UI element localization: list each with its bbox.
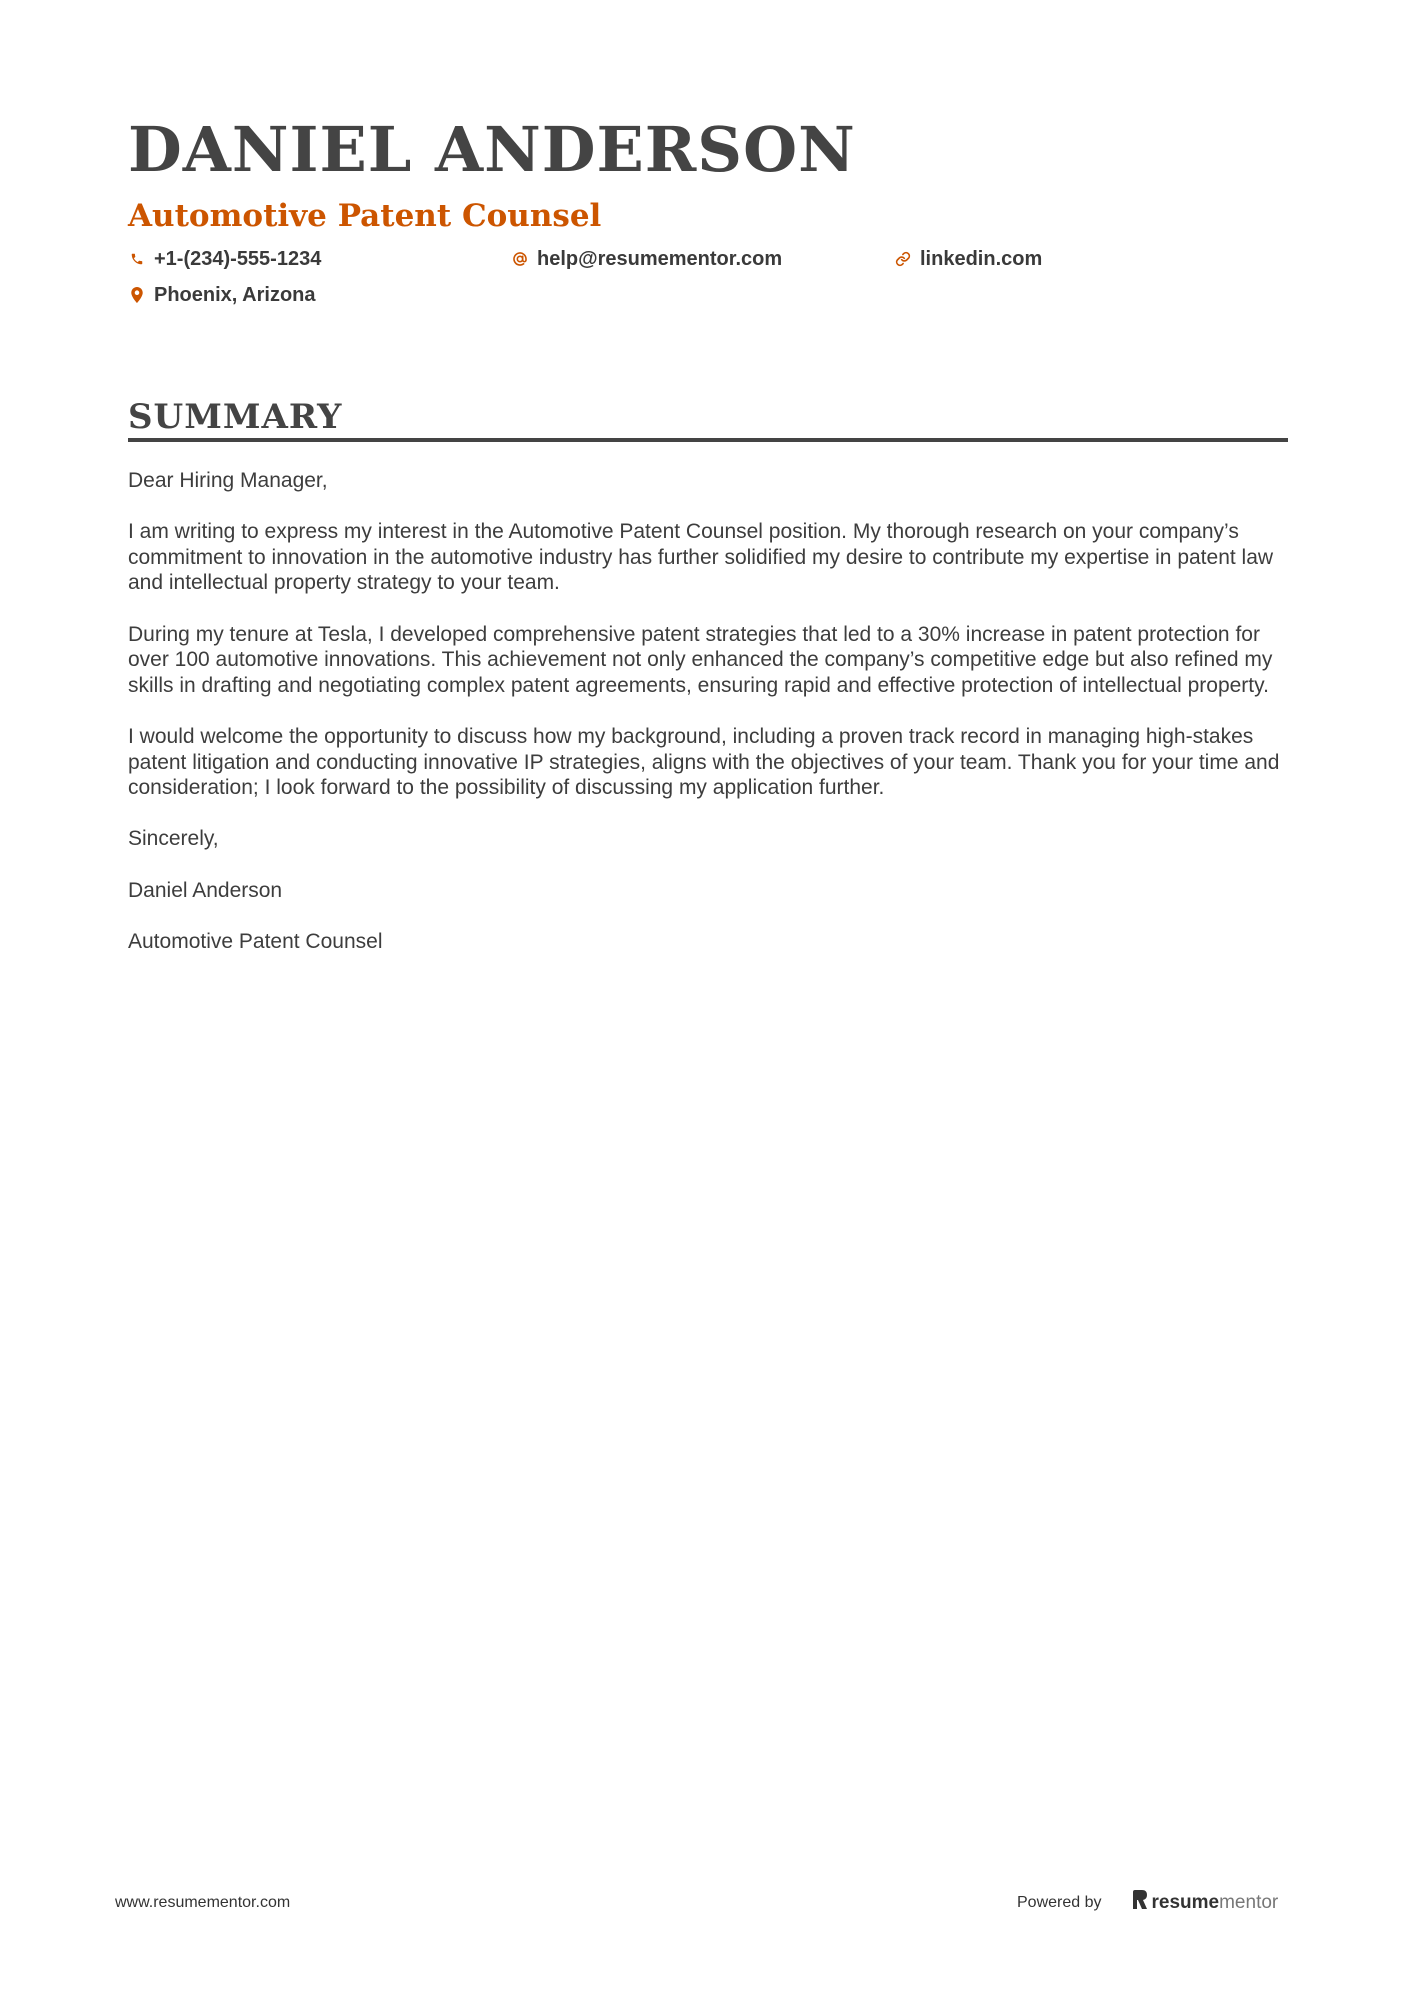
contact-email[interactable]	[511, 246, 782, 272]
phone-text: +1-(234)-555-1234	[154, 247, 322, 270]
powered-by-label: Powered by	[1017, 1894, 1102, 1911]
location-text: Phoenix, Arizona	[154, 283, 316, 306]
footer-website-link[interactable]: www.resumementor.com	[115, 1894, 291, 1911]
phone-icon	[128, 250, 146, 268]
brand-logo[interactable]	[1132, 1890, 1279, 1916]
link-icon	[894, 250, 912, 268]
section-heading-summary: SUMMARY	[128, 397, 343, 437]
section-divider	[128, 438, 1288, 442]
contact-location	[128, 282, 316, 308]
footer-branding	[1017, 1890, 1278, 1916]
candidate-name: DANIEL ANDERSON	[128, 113, 856, 186]
contact-linkedin[interactable]	[894, 246, 1042, 272]
contact-info	[128, 246, 1288, 320]
resumementor-logo-icon	[1132, 1890, 1148, 1916]
location-pin-icon	[128, 286, 146, 304]
letter-closing: Sincerely,	[128, 827, 219, 851]
brand-text-mentor: mentor	[1219, 1892, 1279, 1913]
signature-name: Daniel Anderson	[128, 878, 283, 902]
linkedin-text[interactable]: linkedin.com	[920, 247, 1043, 270]
cover-letter-body	[128, 468, 1288, 954]
contact-phone	[128, 246, 321, 272]
email-text[interactable]: help@resumementor.com	[537, 247, 783, 270]
letter-paragraph: During my tenure at Tesla, I developed comprehensive patent strategies that led to a 30% increase in patent protection for over 100 automotive innovations. This achievement not only enhanced the company’s competitive edge but also refined my skills in drafting and negotiating complex patent agreements, ensuring rapid and effective protection of intellectual property.	[128, 622, 1273, 697]
letter-paragraph: I am writing to express my interest in the Automotive Patent Counsel position. My thorough research on your company’s commitment to innovation in the automotive industry has further solidified my desire to contribute my expertise in patent law and intellectual property strategy to your team.	[128, 520, 1274, 595]
document-content	[128, 112, 1288, 980]
signature-title: Automotive Patent Counsel	[128, 929, 383, 953]
letter-greeting: Dear Hiring Manager,	[128, 469, 328, 492]
letter-paragraph: I would welcome the opportunity to discuss how my background, including a proven track record in managing high-stakes patent litigation and conducting innovative IP strategies, aligns with the objectives of your team. Thank you for your time and consideration; I look forward to the possibility of discussing my application further.	[128, 724, 1280, 800]
candidate-title: Automotive Patent Counsel	[128, 198, 602, 234]
brand-text-resume: resume	[1151, 1892, 1220, 1913]
at-icon	[511, 250, 529, 268]
